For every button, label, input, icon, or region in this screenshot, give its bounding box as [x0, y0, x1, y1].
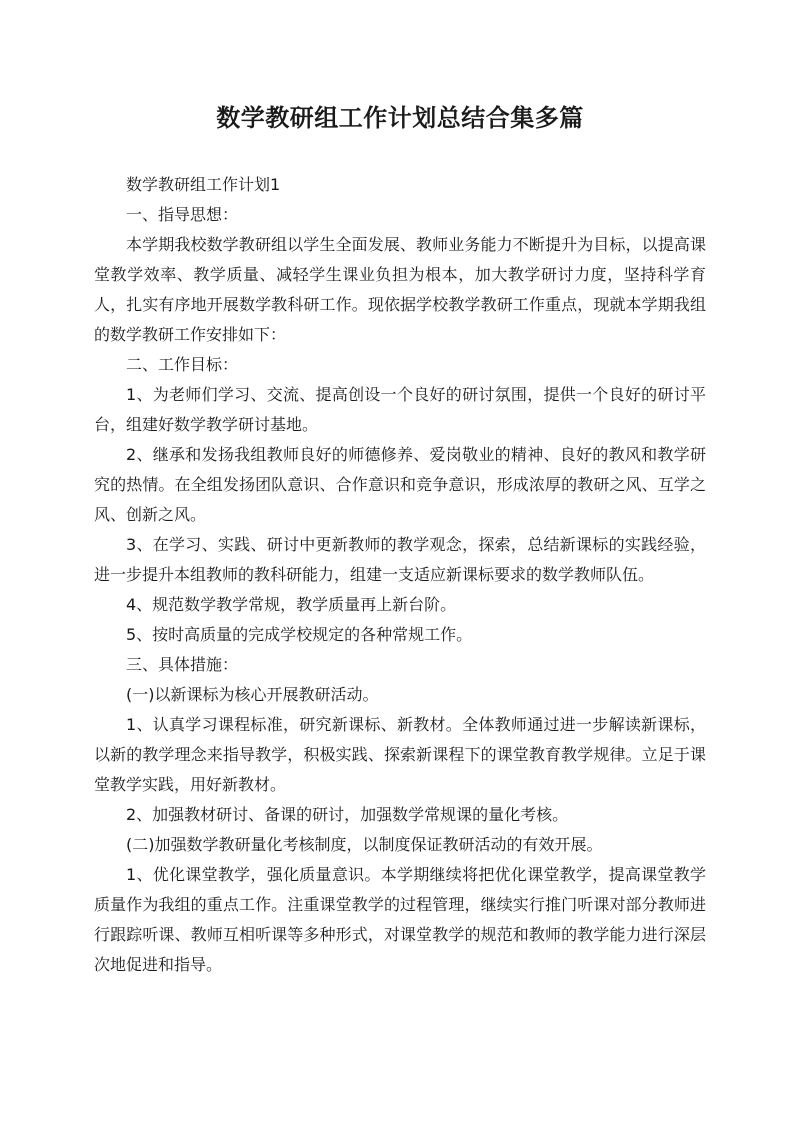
subsection-heading: 三、具体措施： [126, 655, 239, 674]
body-paragraph: 本学期我校数学教研组以学生全面发展、教师业务能力不断提升为目标，以提高课堂教学效率、教学质量、减轻学生课业负担为根本，加大教学研讨力度，坚持科学育人，扎实有序地开展数学教科研工作。现依据学校教学教研工作重点，现就本学期我组的数学教研工作安排如下： [94, 235, 706, 344]
body-paragraph: 1、优化课堂教学，强化质量意识。本学期继续将把优化课堂教学，提高课堂教学质量作为我组的重点工作。注重课堂教学的过程管理，继续实行推门听课对部分教师进行跟踪听课、教师互相听课等多种形式，对课堂教学的规范和教师的教学能力进行深层次地促进和指导。 [94, 865, 706, 974]
body-paragraph: 1、认真学习课程标准，研究新课标、新教材。全体教师通过进一步解读新课标，以新的教学理念来指导教学，积极实践、探索新课程下的课堂教育教学规律。立足于课堂教学实践，用好新教材。 [94, 715, 706, 794]
document-body [94, 170, 706, 980]
body-paragraph: 5、按时高质量的完成学校规定的各种常规工作。 [126, 625, 473, 644]
section-heading: 数学教研组工作计划1 [126, 175, 281, 194]
body-paragraph: 4、规范数学教学常规，教学质量再上新台阶。 [126, 595, 457, 614]
subsection-heading: 二、工作目标： [126, 355, 239, 374]
body-paragraph: 3、在学习、实践、研讨中更新教师的教学观念，探索，总结新课标的实践经验，进一步提升本组教师的教科研能力，组建一支适应新课标要求的数学教师队伍。 [94, 535, 706, 584]
body-paragraph: 2、加强教材研讨、备课的研讨，加强数学常规课的量化考核。 [126, 805, 569, 824]
body-paragraph: 2、继承和发扬我组教师良好的师德修养、爱岗敬业的精神、良好的教风和教学研究的热情。在全组发扬团队意识、合作意识和竞争意识，形成浓厚的教研之风、互学之风、创新之风。 [94, 445, 706, 524]
subsection-heading: (二)加强数学教研量化考核制度，以制度保证教研活动的有效开展。 [126, 835, 603, 854]
subsection-heading: 一、指导思想： [126, 205, 239, 224]
subsection-heading: (一)以新课标为核心开展教研活动。 [126, 685, 379, 704]
body-paragraph: 1、为老师们学习、交流、提高创设一个良好的研讨氛围，提供一个良好的研讨平台，组建好数学教学研讨基地。 [94, 385, 706, 434]
document-title: 数学教研组工作计划总结合集多篇 [216, 104, 584, 132]
